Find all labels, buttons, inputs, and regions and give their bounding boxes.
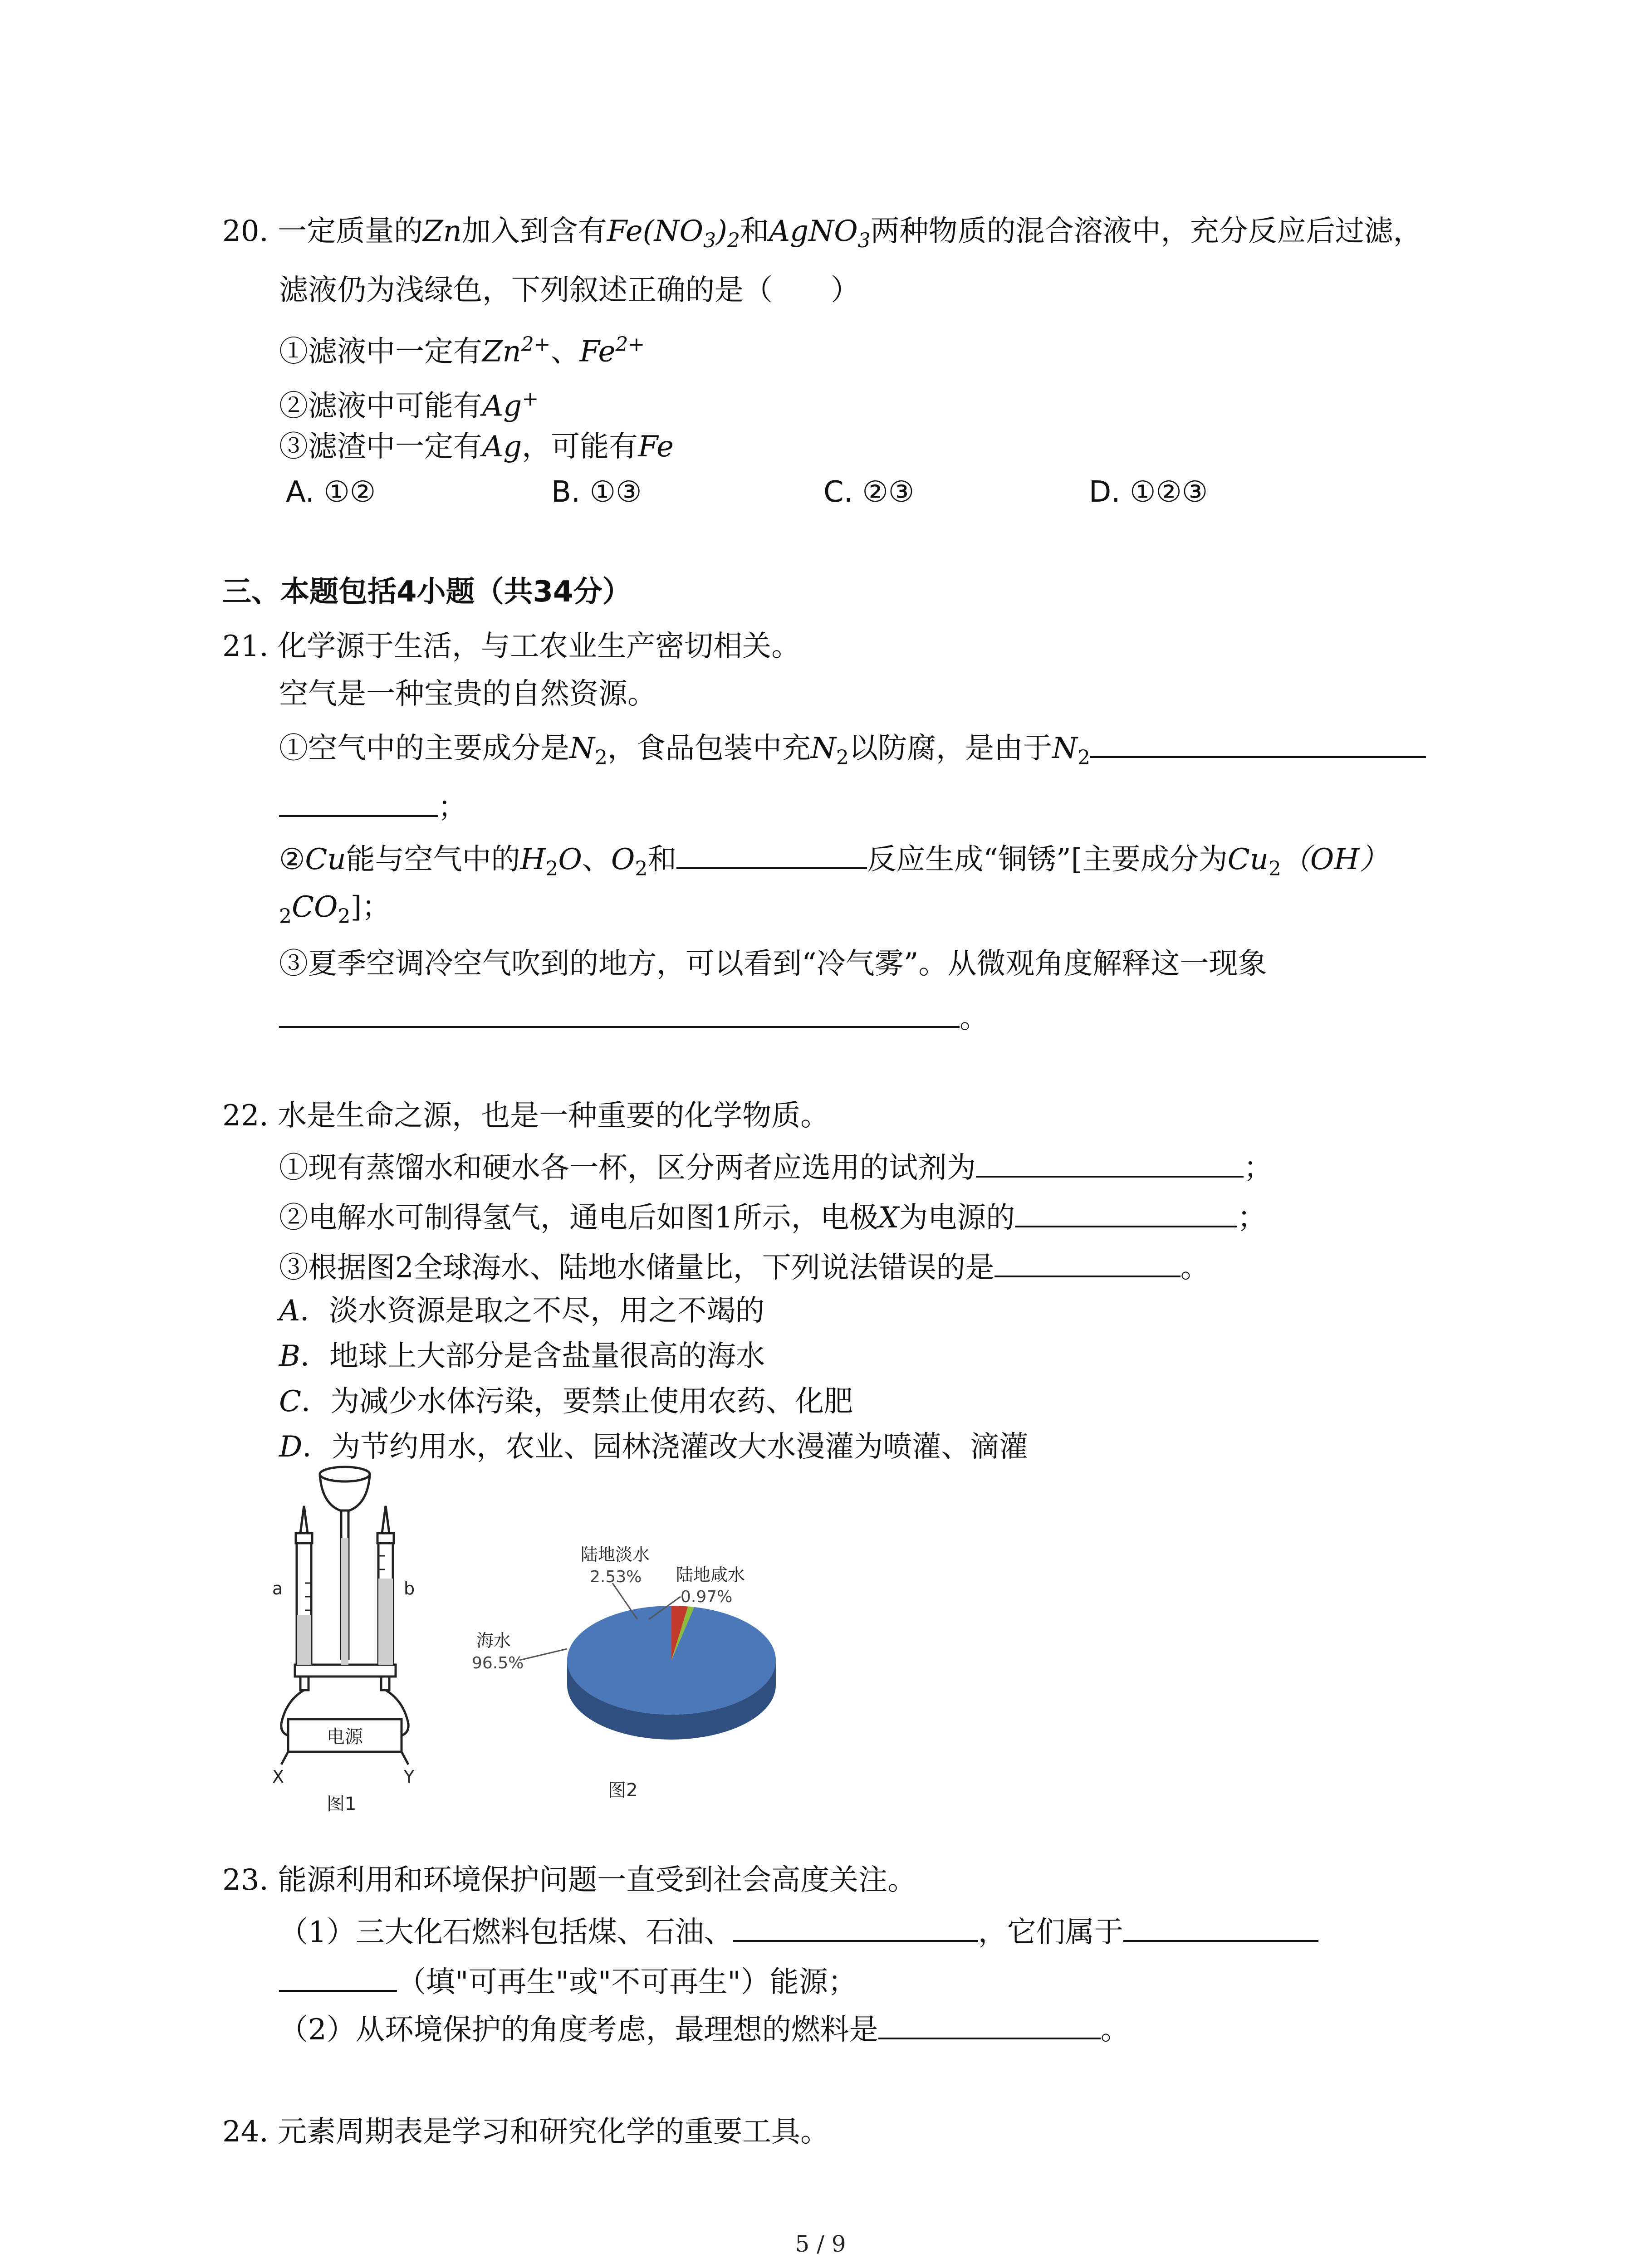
page-number: 5 / 9 (795, 2231, 846, 2257)
bottom-connector (295, 1665, 396, 1677)
q20-line2: 滤液仍为浅绿色，下列叙述正确的是（ ） (279, 274, 860, 307)
wire-left (281, 1690, 304, 1735)
q22-choice-c: C．为减少水体污染，要禁止使用农药、化肥 (279, 1385, 853, 1418)
q20-item2: ②滤液中可能有Ag+ (279, 387, 539, 423)
q21-item1: ①空气中的主要成分是$N_2$，食品包装中充$N_2$以防腐，是由于$N_2$ (279, 728, 1426, 776)
label-a: a (272, 1579, 283, 1598)
middle-water (341, 1538, 348, 1665)
answer-blank[interactable] (733, 1912, 978, 1942)
q20-line1: 20. 一定质量的Zn加入到含有$Fe(NO_3)_2$和AgNO$_3$两种物质的混合溶液中，充分反应后过滤， (222, 215, 1422, 252)
q20-option-b: B. ①③ (551, 475, 642, 509)
label-y: Y (404, 1767, 415, 1787)
answer-blank[interactable] (1123, 1912, 1318, 1942)
wire-right (386, 1690, 408, 1735)
electrode-right (381, 1677, 389, 1690)
answer-blank[interactable] (1015, 1198, 1237, 1227)
left-tip (300, 1506, 308, 1533)
q21-line2: 空气是一种宝贵的自然资源。 (279, 677, 656, 711)
pie-chart (567, 1606, 776, 1740)
q21-line1: 21. 化学源于生活，与工农业生产密切相关。 (222, 630, 801, 663)
q23-line1: 23. 能源利用和环境保护问题一直受到社会高度关注。 (222, 1863, 917, 1897)
q21-item2-cont: $_2CO_2$]； (279, 890, 391, 928)
answer-blank[interactable] (279, 787, 438, 817)
q24-line1: 24. 元素周期表是学习和研究化学的重要工具。 (222, 2115, 830, 2149)
answer-blank[interactable] (1090, 728, 1426, 758)
answer-blank[interactable] (279, 1962, 397, 1992)
left-stopcock (296, 1533, 312, 1543)
electrode-left (300, 1677, 309, 1690)
q20-option-a: A. ①② (286, 475, 376, 509)
answer-blank[interactable] (994, 1247, 1181, 1277)
q22-item1: ①现有蒸馏水和硬水各一杯，区分两者应选用的试剂为 ； (279, 1148, 1273, 1186)
q22-line1: 22. 水是生命之源，也是一种重要的化学物质。 (222, 1099, 830, 1133)
q22-choice-b: B．地球上大部分是含盐量很高的海水 (279, 1339, 765, 1373)
sea-leader (519, 1649, 567, 1660)
q21-item3-cont: 。 (279, 998, 989, 1036)
sea-pct: 96.5% (472, 1654, 524, 1672)
water-distribution-pie-figure (458, 1524, 785, 1805)
salt-label: 陆地咸水 (676, 1565, 745, 1585)
label-b: b (404, 1579, 415, 1598)
section-title: 三、本题包括4小题（共34分） (222, 575, 632, 609)
funnel-rim (320, 1467, 370, 1481)
q21-item2: ②Cu能与空气中的$H_2O$、$O_2$和 反应生成“铜锈”[主要成分为$Cu_2(OH)$ (279, 839, 1388, 887)
q20-option-d: D. ①②③ (1089, 475, 1208, 509)
q23-item1: （1）三大化石燃料包括煤、石油、 ，它们属于 (279, 1912, 1318, 1950)
answer-blank[interactable] (279, 998, 960, 1028)
sea-label: 海水 (476, 1631, 511, 1651)
fig1-caption: 图1 (327, 1794, 357, 1814)
q23-item2: （2）从环境保护的角度考虑，最理想的燃料是 。 (279, 2009, 1130, 2048)
q20-item3: ③滤渣中一定有Ag，可能有Fe (279, 430, 674, 464)
electrolysis-apparatus-figure (268, 1465, 440, 1814)
q20-option-c: C. ②③ (823, 475, 915, 509)
right-tip (382, 1506, 389, 1533)
salt-pct: 0.97% (681, 1588, 733, 1606)
fresh-pct: 2.53% (590, 1568, 642, 1586)
answer-blank[interactable] (878, 2009, 1101, 2039)
q21-item1-cont: ； (279, 787, 467, 826)
q22-item2: ②电解水可制得氢气，通电后如图1所示，电极X为电源的 ； (279, 1198, 1266, 1236)
q22-choice-a: A．淡水资源是取之不尽，用之不竭的 (279, 1294, 765, 1328)
q22-choice-d: D．为节约用水，农业、园林浇灌改大水漫灌为喷灌、滴灌 (279, 1430, 1029, 1464)
fig2-caption: 图2 (608, 1780, 638, 1801)
power-label: 电源 (327, 1726, 363, 1747)
fresh-label: 陆地淡水 (581, 1545, 650, 1564)
left-water (297, 1615, 311, 1665)
right-stopcock (377, 1533, 394, 1543)
q20-item1: ①滤液中一定有$Zn^{2+}$、$Fe^{2+}$ (279, 333, 645, 369)
answer-blank[interactable] (676, 839, 867, 869)
label-x: X (272, 1767, 284, 1787)
q21-item3: ③夏季空调冷空气吹到的地方，可以看到“冷气雾”。从微观角度解释这一现象 (279, 947, 1267, 981)
q23-item1-cont: （填"可再生"或"不可再生"）能源； (279, 1962, 857, 2000)
answer-blank[interactable] (976, 1148, 1244, 1178)
q22-item3: ③根据图2全球海水、陆地水储量比，下列说法错误的是 。 (279, 1247, 1210, 1286)
right-water (378, 1579, 393, 1665)
